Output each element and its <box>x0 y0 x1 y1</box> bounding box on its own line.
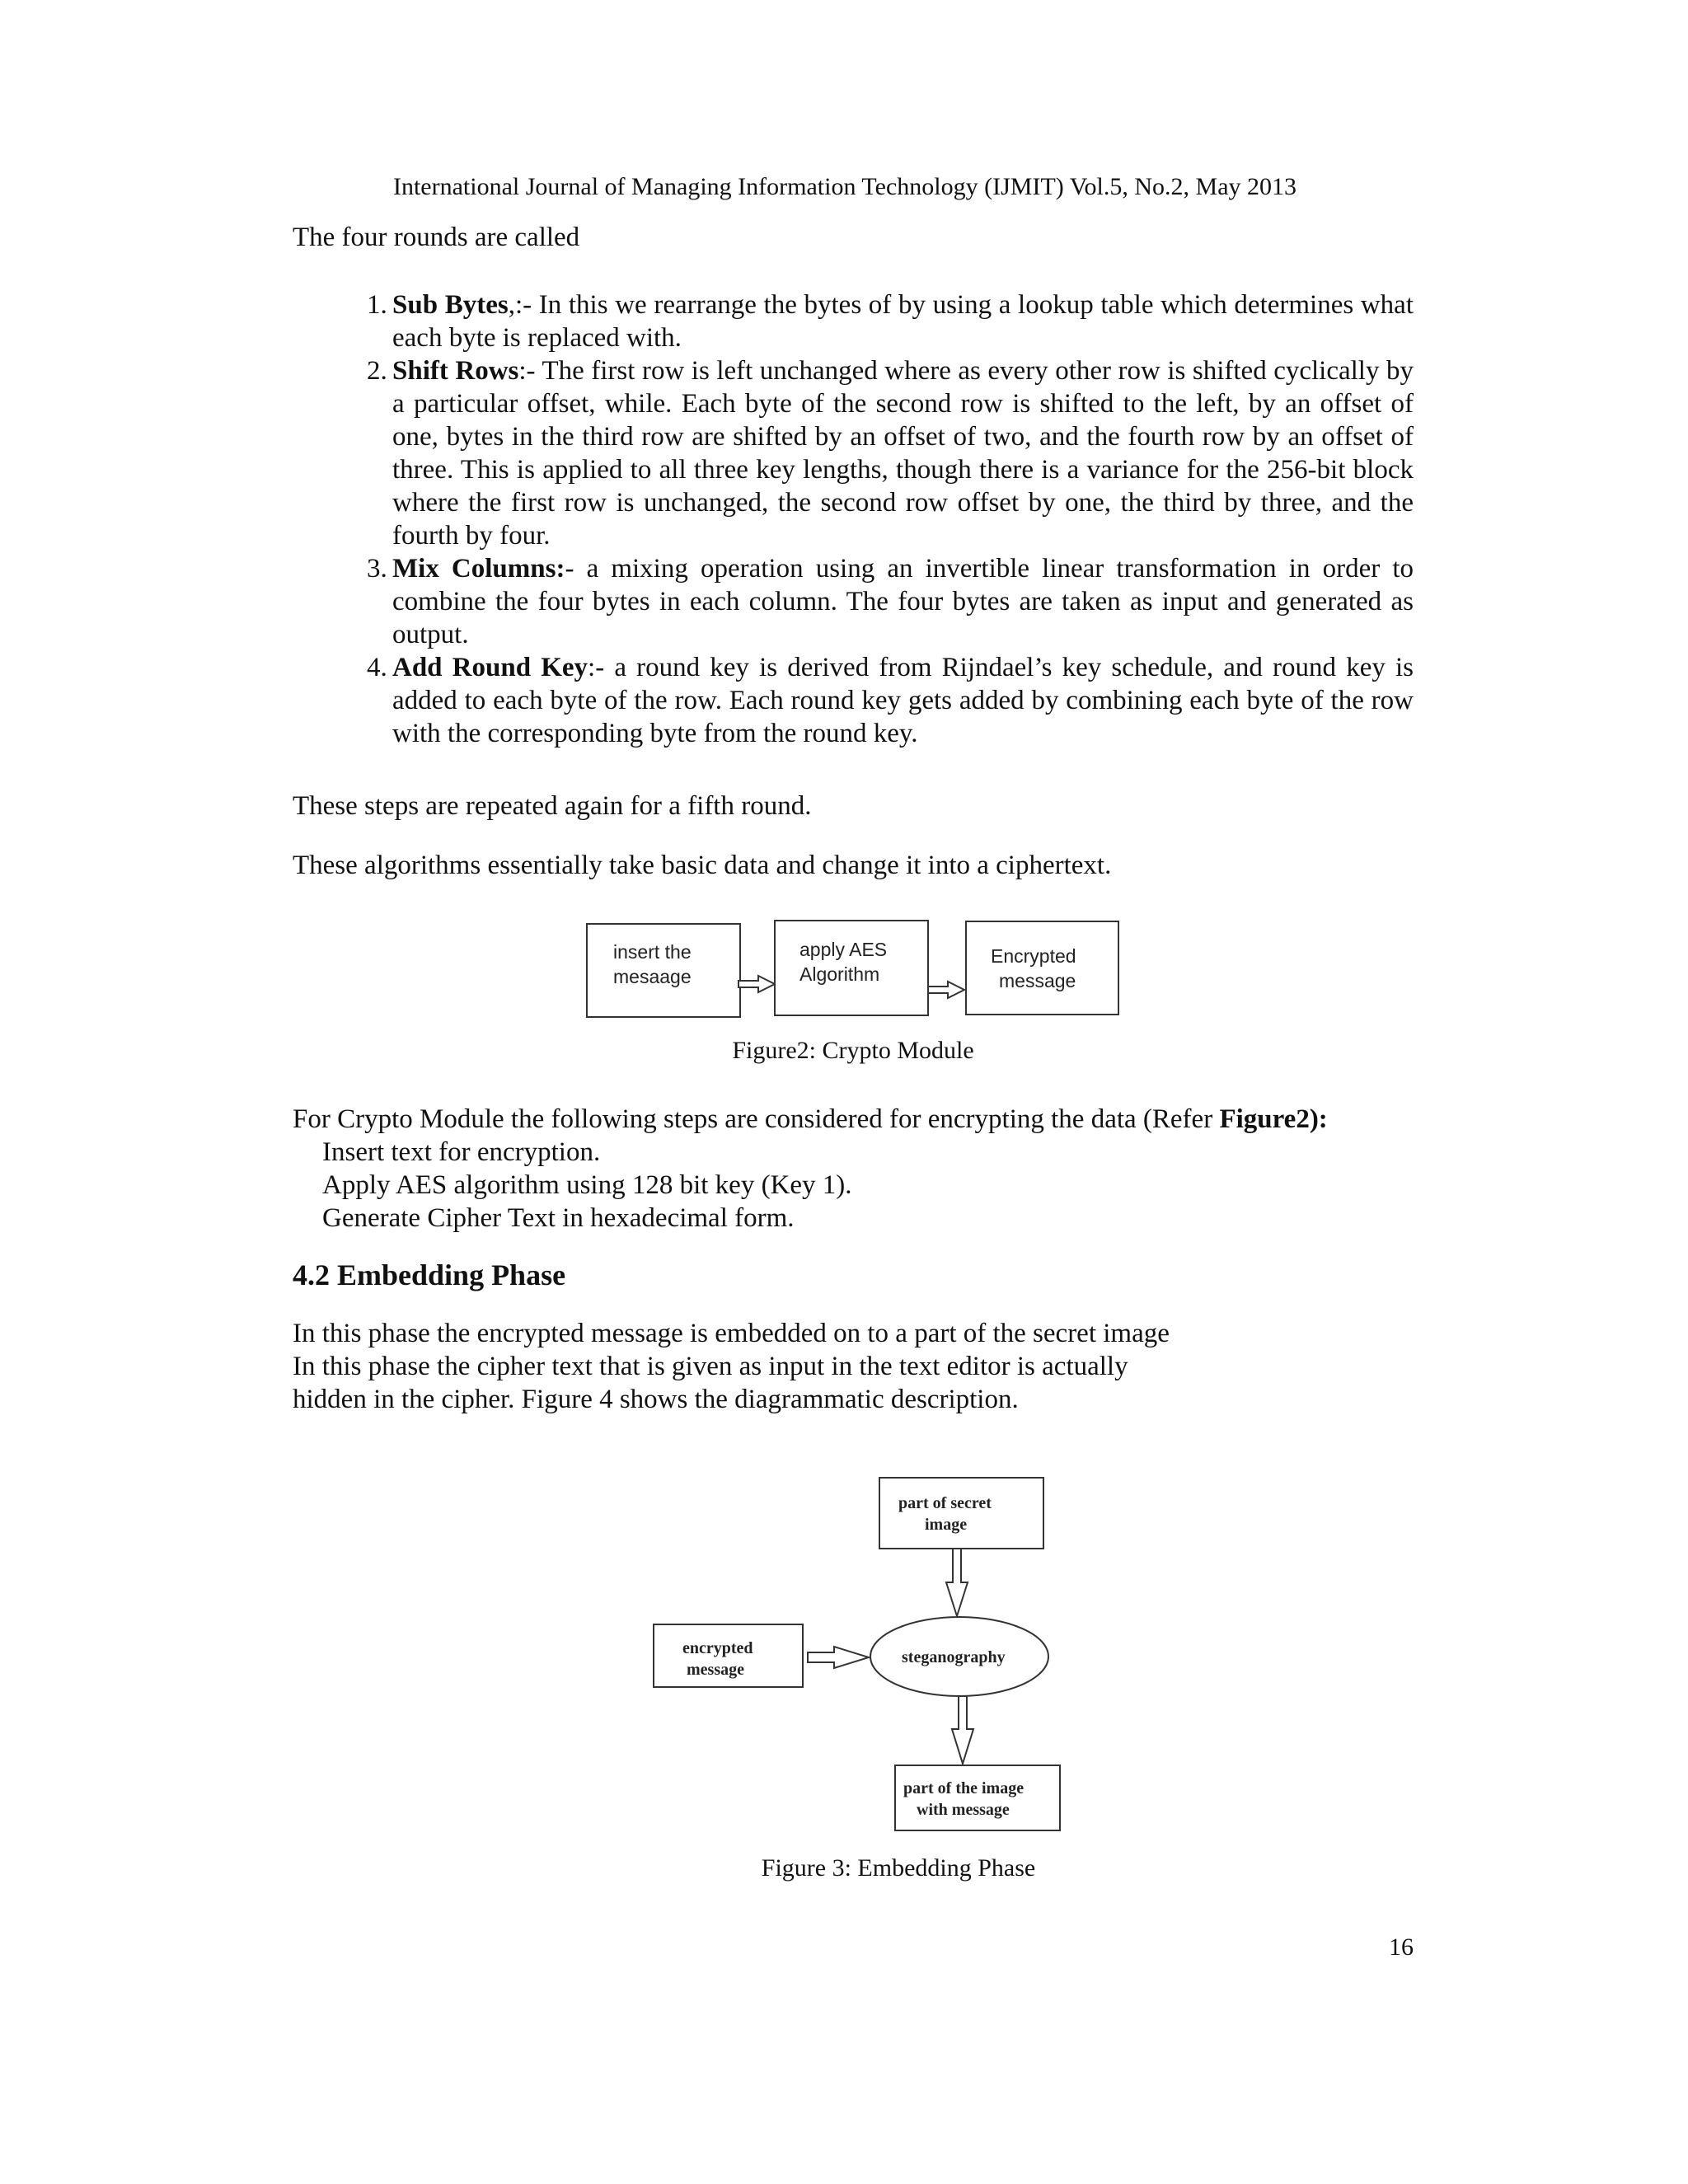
figure-ref: Figure2): <box>1219 1104 1328 1134</box>
crypto-step: Insert text for encryption. <box>322 1137 601 1167</box>
intro-text: The four rounds are called <box>293 223 580 252</box>
list-item <box>293 651 1414 750</box>
node-text: steganography <box>902 1648 1006 1666</box>
page-number: 16 <box>1389 1933 1414 1961</box>
item-text: :- a round key is derived from Rijndael’s key schedule, and round key is added to each byte of the row. Each round key gets added by combining each byte of the row with the corresponding byte from the round key. <box>392 653 1414 748</box>
crypto-lead: For Crypto Module the following steps are considered for encrypting the data (Refer <box>293 1104 1220 1134</box>
rounds-list <box>293 288 1414 750</box>
box-text: with message <box>917 1801 1010 1819</box>
arrow-right-icon <box>808 1647 869 1668</box>
box-text: Encrypted <box>991 945 1076 967</box>
arrow-down-icon <box>952 1696 973 1764</box>
arrow-right-icon <box>928 982 964 998</box>
item-term: Mix Columns: <box>392 554 565 583</box>
list-item <box>293 288 1414 354</box>
item-number: 4. <box>367 653 387 682</box>
box-text: message <box>999 970 1076 991</box>
embedding-line: In this phase the cipher text that is given as input in the text editor is actually <box>293 1352 1128 1381</box>
item-number: 2. <box>367 356 387 386</box>
item-term: Shift Rows <box>392 356 519 386</box>
image-with-message-box <box>895 1765 1060 1830</box>
box-text: apply AES <box>799 939 888 960</box>
item-text: - a mixing operation using an invertible linear transformation in order to combine the four bytes in each column. The four bytes are taken as input and generated as output. <box>392 554 1414 649</box>
box-text: part of secret <box>898 1494 992 1512</box>
running-head: International Journal of Managing Information Technology (IJMIT) Vol.5, No.2, May 2013 <box>392 173 1297 200</box>
list-item <box>293 552 1414 651</box>
crypto-module-diagram <box>577 911 1129 1030</box>
box-text: encrypted <box>682 1639 753 1657</box>
embedding-line: In this phase the encrypted message is embedded on to a part of the secret image <box>293 1319 1170 1348</box>
crypto-paragraph <box>293 1103 1414 1136</box>
figure3-caption: Figure 3: Embedding Phase <box>761 1854 1036 1882</box>
crypto-step: Apply AES algorithm using 128 bit key (Key 1). <box>322 1170 852 1200</box>
item-text: :- The first row is left unchanged where as every other row is shifted cyclically by a particular offset, while. Each byte of the second row is shifted to the left, by an offset of one, bytes in the third row are shifted by an offset of two, and the fourth row by an offset of three. This is applied to all three key lengths, though there is a variance for the 256-bit block where the first row is unchanged, the second row offset by one, the third by three, and the fourth by four. <box>392 356 1414 551</box>
list-item <box>293 354 1414 552</box>
ciphertext-text: These algorithms essentially take basic data and change it into a ciphertext. <box>293 851 1112 880</box>
box-text: insert the <box>613 941 692 963</box>
encrypted-message-box <box>966 921 1118 1015</box>
arrow-right-icon <box>738 976 775 992</box>
embedding-phase-diagram <box>643 1467 1071 1838</box>
item-term: Sub Bytes <box>392 290 509 320</box>
item-number: 1. <box>367 290 387 320</box>
box-text: message <box>687 1661 744 1679</box>
box-text: Algorithm <box>799 963 880 985</box>
secret-image-box <box>879 1478 1043 1549</box>
item-term: Add Round Key <box>392 653 588 682</box>
box-text: part of the image <box>903 1779 1025 1797</box>
crypto-step: Generate Cipher Text in hexadecimal form. <box>322 1203 795 1233</box>
embedding-line: hidden in the cipher. Figure 4 shows the diagrammatic description. <box>293 1385 1019 1414</box>
arrow-down-icon <box>946 1549 968 1616</box>
section-heading: 4.2 Embedding Phase <box>293 1258 566 1291</box>
box-text: mesaage <box>613 966 692 987</box>
box-text: image <box>925 1516 968 1534</box>
item-text: ,:- In this we rearrange the bytes of by using a lookup table which determines what each byte is replaced with. <box>392 290 1414 353</box>
item-number: 3. <box>367 554 387 583</box>
figure2-caption: Figure2: Crypto Module <box>732 1037 974 1064</box>
fifth-round-text: These steps are repeated again for a fifth round. <box>293 791 812 821</box>
